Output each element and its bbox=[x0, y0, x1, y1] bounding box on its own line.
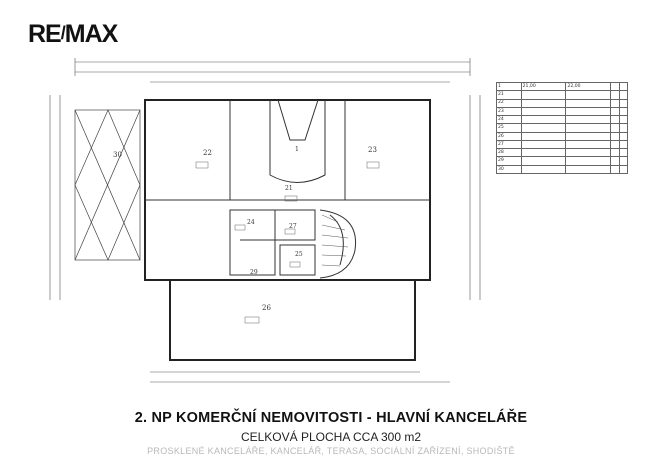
legend-cell: 22 bbox=[497, 99, 522, 107]
caption-area: CELKOVÁ PLOCHA CCA 300 m2 bbox=[240, 430, 422, 444]
legend-cell bbox=[521, 116, 566, 124]
legend-cell: 30 bbox=[497, 165, 522, 173]
remax-logo: RE/MAX bbox=[28, 20, 118, 48]
legend-cell: 24 bbox=[497, 116, 522, 124]
caption-rooms: PROSKLENÉ KANCELÁŘE, KANCELÁŘ, TERASA, SOCIÁLNÍ ZAŘÍZENÍ, SHODIŠTĚ bbox=[147, 446, 515, 456]
legend-cell bbox=[611, 157, 619, 165]
legend-cell: 22,00 bbox=[566, 83, 611, 91]
room-legend-table bbox=[496, 82, 628, 174]
legend-cell bbox=[611, 140, 619, 148]
legend-cell: 29 bbox=[497, 157, 522, 165]
legend-cell bbox=[611, 149, 619, 157]
legend-cell bbox=[619, 140, 627, 148]
legend-cell bbox=[521, 165, 566, 173]
legend-cell: 27 bbox=[497, 140, 522, 148]
legend-row bbox=[497, 149, 628, 157]
legend-cell bbox=[619, 91, 627, 99]
legend-cell bbox=[619, 116, 627, 124]
legend-row bbox=[497, 107, 628, 115]
room-label-1: 1 bbox=[295, 146, 299, 153]
caption-title: 2. NP KOMERČNÍ NEMOVITOSTI - HLAVNÍ KANCELÁŘE bbox=[134, 410, 528, 426]
legend-row bbox=[497, 165, 628, 173]
room-label-26: 26 bbox=[262, 304, 271, 312]
legend-cell bbox=[521, 140, 566, 148]
legend-cell: 26 bbox=[497, 132, 522, 140]
legend-cell bbox=[619, 157, 627, 165]
room-label-24: 24 bbox=[247, 219, 255, 226]
legend-cell bbox=[521, 124, 566, 132]
legend-cell bbox=[611, 91, 619, 99]
legend-cell bbox=[611, 116, 619, 124]
legend-cell bbox=[521, 91, 566, 99]
legend-cell bbox=[619, 132, 627, 140]
legend-cell bbox=[566, 116, 611, 124]
room-label-22: 22 bbox=[203, 149, 212, 157]
legend-cell bbox=[611, 165, 619, 173]
legend-cell: 21,00 bbox=[521, 83, 566, 91]
legend-cell bbox=[619, 107, 627, 115]
legend-row bbox=[497, 83, 628, 91]
legend-cell bbox=[566, 157, 611, 165]
legend-cell: 23 bbox=[497, 107, 522, 115]
room-label-25: 25 bbox=[295, 251, 303, 258]
legend-cell bbox=[619, 165, 627, 173]
legend-cell bbox=[566, 99, 611, 107]
legend-cell: 25 bbox=[497, 124, 522, 132]
legend-cell bbox=[611, 124, 619, 132]
legend-row bbox=[497, 116, 628, 124]
legend-cell bbox=[611, 99, 619, 107]
room-label-21: 21 bbox=[285, 185, 293, 192]
legend-cell bbox=[566, 132, 611, 140]
legend-cell bbox=[566, 140, 611, 148]
legend-cell bbox=[611, 132, 619, 140]
legend-row bbox=[497, 132, 628, 140]
legend-cell bbox=[566, 165, 611, 173]
legend-cell bbox=[566, 107, 611, 115]
legend-cell bbox=[521, 99, 566, 107]
legend-cell bbox=[566, 149, 611, 157]
legend-cell bbox=[521, 157, 566, 165]
room-label-27: 27 bbox=[289, 223, 297, 230]
legend-row bbox=[497, 140, 628, 148]
legend-row bbox=[497, 124, 628, 132]
room-label-30: 30 bbox=[113, 151, 122, 159]
legend-cell bbox=[611, 83, 619, 91]
legend-cell bbox=[619, 149, 627, 157]
legend-cell: 28 bbox=[497, 149, 522, 157]
legend-cell bbox=[566, 91, 611, 99]
legend-cell bbox=[619, 83, 627, 91]
legend-row bbox=[497, 157, 628, 165]
room-label-23: 23 bbox=[368, 146, 377, 154]
legend-cell bbox=[619, 99, 627, 107]
legend-row bbox=[497, 99, 628, 107]
legend-cell bbox=[566, 124, 611, 132]
legend-cell bbox=[521, 149, 566, 157]
legend-row bbox=[497, 91, 628, 99]
legend-cell bbox=[521, 107, 566, 115]
legend-cell bbox=[521, 132, 566, 140]
room-label-29: 29 bbox=[250, 269, 258, 276]
legend-cell: 21 bbox=[497, 91, 522, 99]
legend-cell bbox=[611, 107, 619, 115]
legend-cell: 1 bbox=[497, 83, 522, 91]
legend-cell bbox=[619, 124, 627, 132]
